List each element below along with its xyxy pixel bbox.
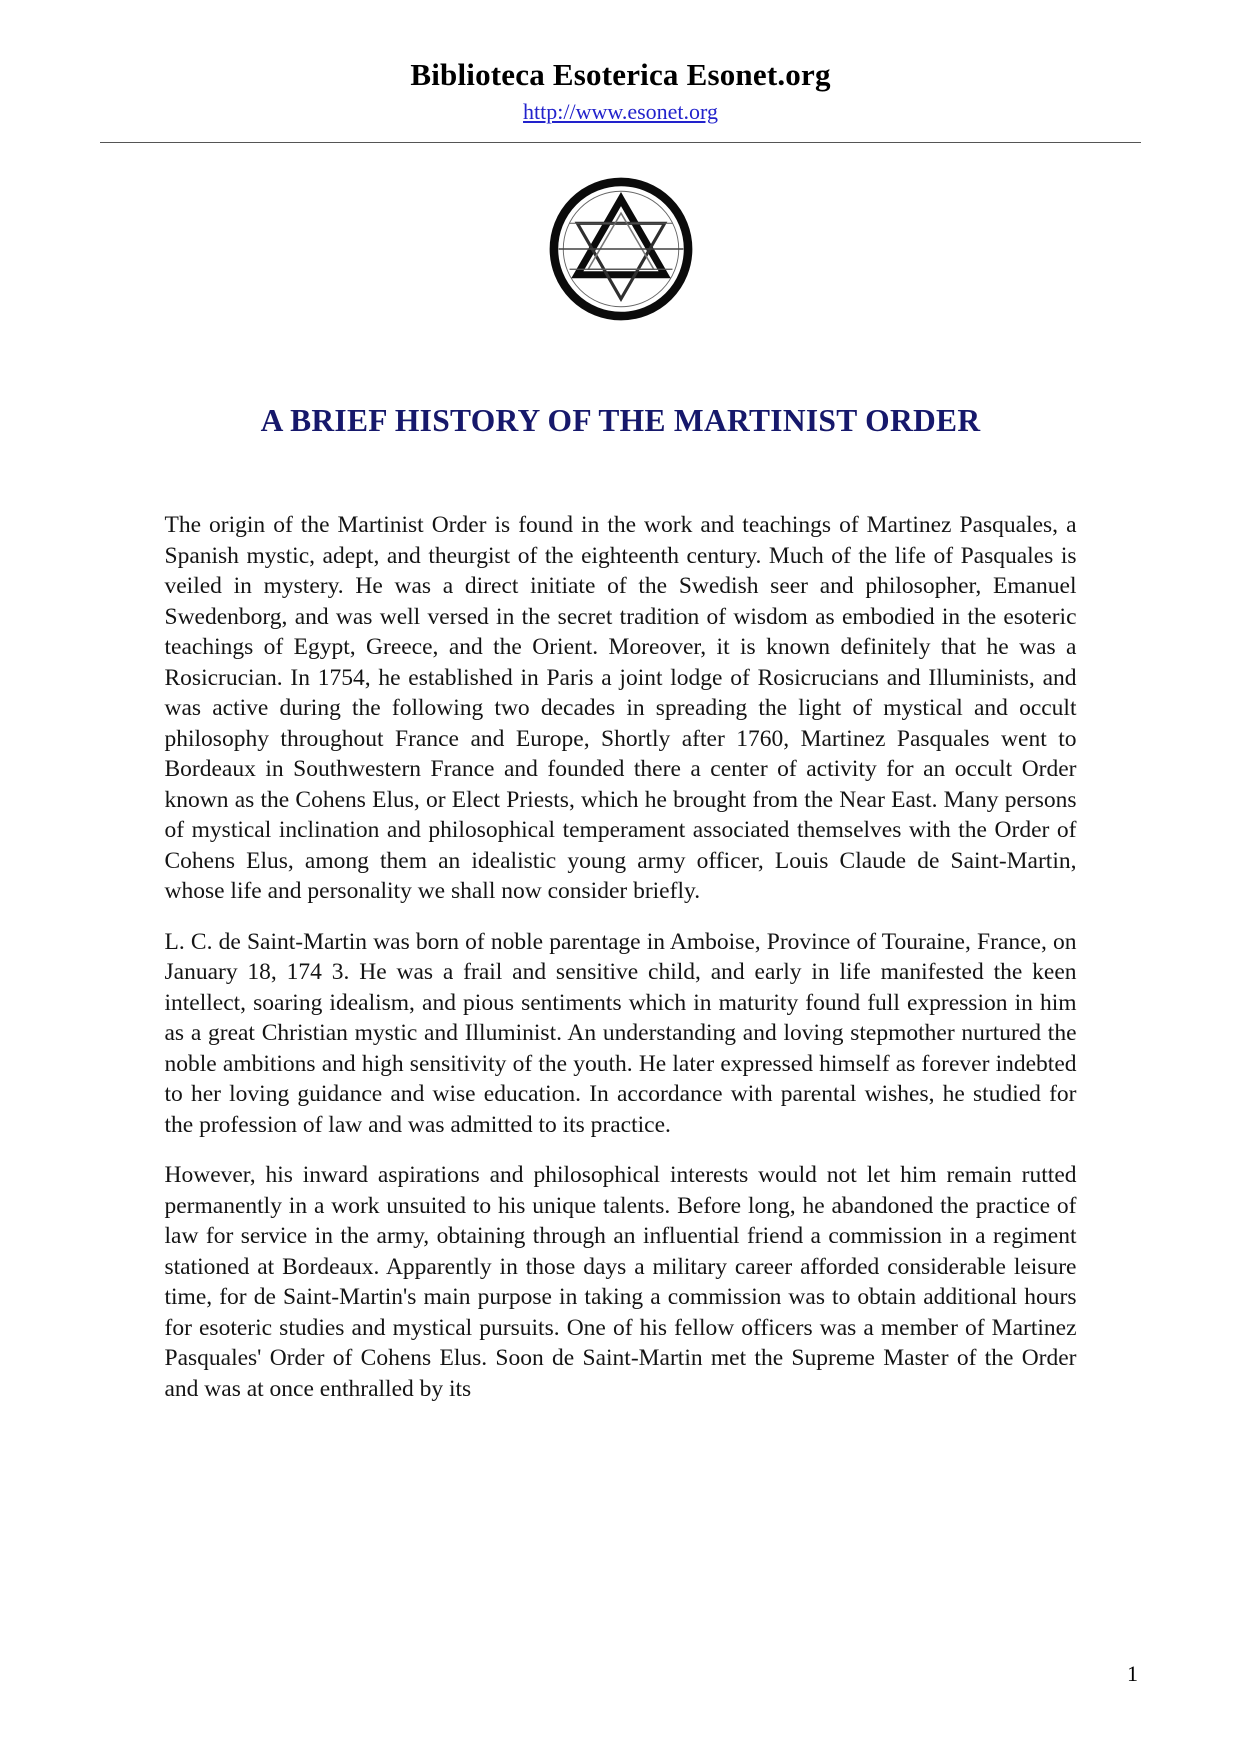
paragraph: L. C. de Saint-Martin was born of noble parentage in Amboise, Province of Touraine, France, on January 18, 174 3. He was a frail and sensitive child, and early in life manifested the keen intellect, soaring idealism, and pious sentiments which in maturity found full expression in him as a great Christian mystic and Illuminist. An understanding and loving stepmother nurtured the noble ambitions and high sensitivity of the youth. He later expressed himself as forever indebted to her loving guidance and wise education. In accordance with parental wishes, he studied for the profession of law and was admitted to its practice. xyxy=(164,928,1077,1138)
emblem-container xyxy=(0,171,1241,331)
document-body xyxy=(165,460,1077,1404)
hexagram-in-circle-icon xyxy=(543,171,699,327)
site-title: Biblioteca Esoterica Esonet.org xyxy=(410,57,831,92)
page-number: 1 xyxy=(1127,1661,1138,1686)
site-url-link[interactable]: http://www.esonet.org xyxy=(523,98,718,124)
paragraph: However, his inward aspirations and philosophical interests would not let him remain rutted permanently in a work unsuited to his unique talents. Before long, he abandoned the practice of law for service in the army, obtaining through an influential friend a commission in a regiment stationed at Bordeaux. Apparently in those days a military career afforded considerable leisure time, for de Saint-Martin's main purpose in taking a commission was to obtain additional hours for esoteric studies and mystical pursuits. One of his fellow officers was a member of Martinez Pasquales' Order of Cohens Elus. Soon de Saint-Martin met the Supreme Master of the Order and was at once enthralled by its xyxy=(164,1162,1077,1402)
header-divider xyxy=(100,142,1141,143)
document-header xyxy=(0,0,1241,143)
page-title: A BRIEF HISTORY OF THE MARTINIST ORDER xyxy=(260,403,981,439)
paragraph: The origin of the Martinist Order is found in the work and teachings of Martinez Pasquales, a Spanish mystic, adept, and theurgist of the eighteenth century. Much of the life of Pasquales is veiled in mystery. He was a direct initiate of the Swedish seer and philosopher, Emanuel Swedenborg, and was well versed in the secret tradition of wisdom as embodied in the esoteric teachings of Egypt, Greece, and the Orient. Moreover, it is known definitely that he was a Rosicrucian. In 1754, he established in Paris a joint lodge of Rosicrucians and Illuminists, and was active during the following two decades in spreading the light of mystical and occult philosophy throughout France and Europe, Shortly after 1760, Martinez Pasquales went to Bordeaux in Southwestern France and founded there a center of activity for an occult Order known as the Cohens Elus, or Elect Priests, which he brought from the Near East. Many persons of mystical inclination and philosophical temperament associated themselves with the Order of Cohens Elus, among them an idealistic young army officer, Louis Claude de Saint-Martin, whose life and personality we shall now consider briefly. xyxy=(164,512,1077,905)
